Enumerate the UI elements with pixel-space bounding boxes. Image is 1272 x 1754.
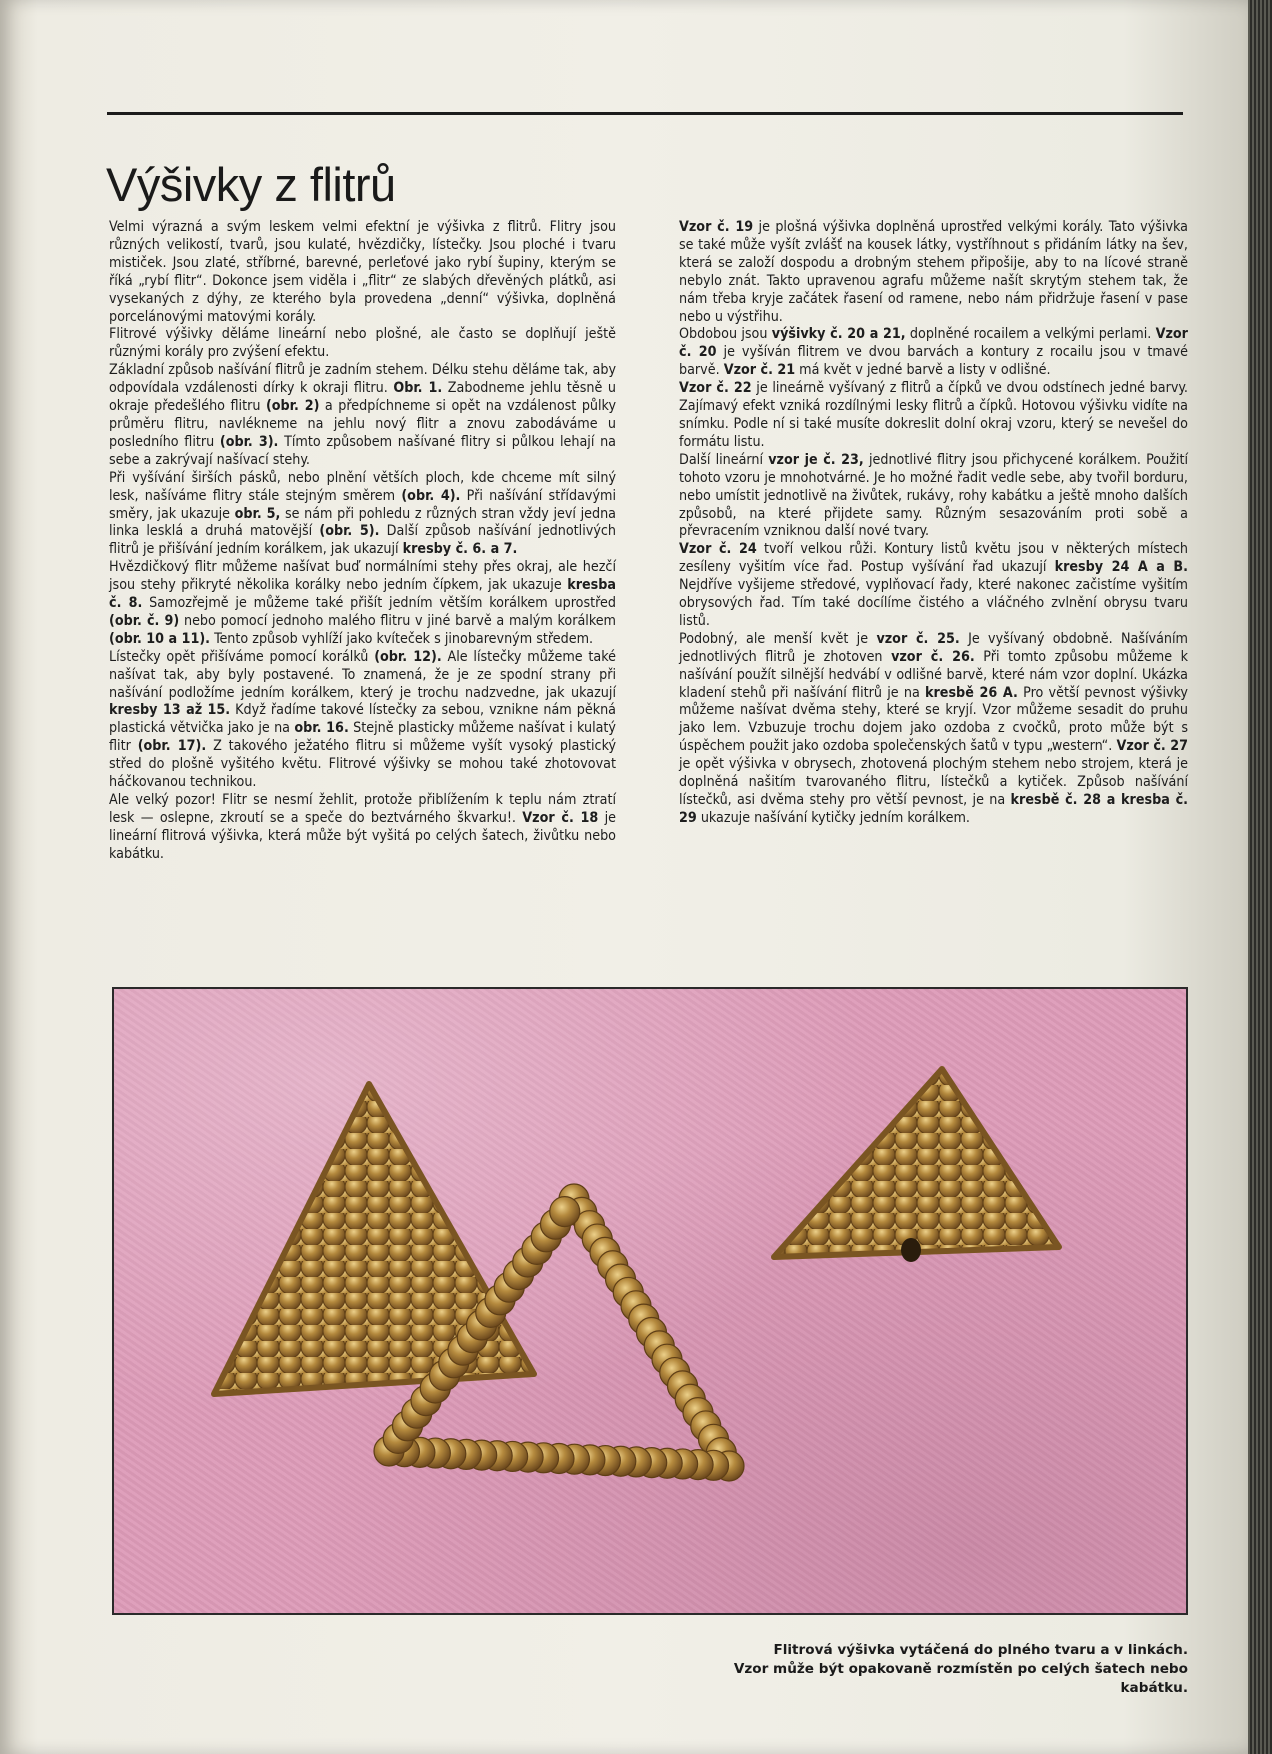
paragraph xyxy=(109,362,616,469)
title-rule xyxy=(107,112,1183,115)
text-run: Další lineární xyxy=(679,451,769,468)
text-run: Zabodneme jehlu těsně u okraje předešlého flitru xyxy=(109,380,616,415)
paragraph xyxy=(109,470,616,560)
paragraph xyxy=(109,326,616,362)
paragraph xyxy=(679,631,1188,828)
paragraph xyxy=(109,792,616,864)
sequin-embroidery-photo xyxy=(112,987,1188,1615)
figure-reference: obr. 5, xyxy=(234,505,281,522)
text-run: Velmi výrazná a svým leskem velmi efektní je výšivka z flitrů. Flitry jsou různých velikostí, tvarů, jsou kulaté, hvězdičky, lístečky. Jsou ploché i tvaru mističek. Jsou zlaté, stříbrné, barevné, perleťové jako rybí šupiny, kterým se říká „rybí flitr“. Dokonce jsem viděla i „flitr“ ze slabých dřevěných plátků, asi vysekaných z dýhy, ze kterého byla provedena „denní“ výšivka, doplněná porcelánovými matovými korály. xyxy=(109,219,616,325)
text-run: se nám při pohledu z různých stran vždy jeví jedna linka lesklá a druhá matovější xyxy=(109,505,616,540)
text-run: Základní způsob našívání flitrů je zadním stehem. Délku stehu děláme tak, aby odpovídala vzdálenosti dírky k okraji flitru. xyxy=(109,362,616,397)
text-run: Při tomto způsobu můžeme k našívání použít silnější hedvábí v odlišné barvě, které nám vzor doplní. Ukázka kladení stehů při našívání flitrů je na xyxy=(679,648,1188,701)
figure-reference: (obr. č. 9) xyxy=(109,612,180,629)
large-sequin-triangle xyxy=(214,1084,534,1394)
text-run: Stejně plasticky můžeme našívat i kulatý flitr xyxy=(109,720,616,755)
figure-reference: (obr. 17). xyxy=(137,738,207,755)
figure-reference: Vzor č. 20 xyxy=(679,326,1188,361)
figure-reference: obr. 16. xyxy=(294,720,349,737)
text-run: Pro větší pevnost výšivky můžeme našívat dvěma stehy, které se kryjí. Vzor můžeme sesadit do pruhu jako lem. Vzbuzuje trochu dojem jako ozdoba z cvočků, proto může být s úspěchem použit jako ozdoba společenských šatů v typu „western“. xyxy=(679,684,1188,755)
text-run: Tento způsob vyhlíží jako kvíteček s jinobarevným středem. xyxy=(210,630,594,647)
figure-reference: kresba č. 8. xyxy=(109,577,616,612)
text-run: Při našívání střídavými směry, jak ukazuje xyxy=(109,487,616,522)
stacked-page-edges xyxy=(1248,0,1272,1754)
paragraph xyxy=(109,649,616,792)
figure-reference: kresbě 26 A. xyxy=(925,684,1018,701)
text-run: Flitrové výšivky děláme lineární nebo plošné, ale často se doplňují ještě různými korály pro zvýšení efektu. xyxy=(109,326,616,361)
figure-reference: (obr. 2) xyxy=(265,398,320,415)
figure-reference: výšivky č. 20 a 21, xyxy=(771,326,906,343)
text-run: je vyšíván flitrem ve dvou barvách a kontury z rocailu jsou v tmavé barvě. xyxy=(679,344,1189,379)
paragraph xyxy=(679,452,1188,542)
text-run: Je vyšívaný obdobně. Našíváním jednotlivých flitrů je zhotoven xyxy=(679,630,1188,665)
caption-line: Flitrová výšivka vytáčená do plného tvaru a v linkách. xyxy=(773,1642,1188,1658)
text-run: tvoří velkou růži. Kontury listů květu jsou v některých místech zesíleny vyšitím více řad. Postup vyšívání řad ukazují xyxy=(679,541,1188,576)
figure-reference: Vzor č. 19 xyxy=(679,219,754,235)
text-run: je plošná výšivka doplněná uprostřed velkými korály. Tato výšivka se také může vyšít zvlášť na kousek látky, vystříhnout s přidáním látky na šev, která se založí dospodu a drobným stehem připošije, aby to na lícové straně nebylo znát. Takto upravenou agrafu můžeme našít skrytým stehem tak, že nám třeba kryje začátek řasení od ramene, nebo nám přidržuje řasení v pase nebo u výstřihu. xyxy=(679,219,1188,325)
figure-reference: Obr. 1. xyxy=(393,380,443,397)
figure-reference: kresby č. 6. a 7. xyxy=(402,541,518,558)
text-run: ukazuje našívání kytičky jedním korálkem. xyxy=(696,809,970,826)
figure-reference: vzor č. 25. xyxy=(876,630,960,647)
figure-reference: vzor je č. 23, xyxy=(768,451,864,468)
paragraph xyxy=(679,541,1188,631)
text-run: Nejdříve vyšijeme středové, vyplňovací řady, které nakonec začistíme vyšitím obrysových řad. Tím také docílíme čistého a vláčného zvlnění obrysu tvaru listů. xyxy=(679,577,1188,629)
figure-reference: (obr. 12). xyxy=(374,648,442,665)
page-title: Výšivky z flitrů xyxy=(106,158,396,212)
text-column-right xyxy=(679,219,1188,828)
photo-caption xyxy=(640,1641,1188,1698)
text-run: a předpíchneme si opět na vzdálenost půlky průměru flitru, navlékneme na jehlu nový flitr a znovu zabodáváme u posledního flitru xyxy=(109,398,616,450)
paragraph xyxy=(679,326,1188,380)
text-run: je opět výšivka v obrysech, zhotovená plochým stehem nebo strojem, která je doplněná našitím tvarovaného flitru, lístečků a kytiček. Způsob našívání lístečků, asi dvěma stehy pro větší pevnost, je na xyxy=(679,756,1188,808)
figure-reference: (obr. 4). xyxy=(401,487,461,504)
caption-line: kabátku. xyxy=(1120,1680,1188,1696)
text-run: Když řadíme takové lístečky za sebou, vznikne nám pěkná plastická větvička jako je na xyxy=(109,702,617,737)
figure-reference: Vzor č. 18 xyxy=(522,809,599,826)
text-run: Lístečky opět přišíváme pomocí korálků xyxy=(109,648,375,665)
text-run: jednotlivé flitry jsou přichycené korálkem. Použití tohoto vzoru je mnohotvárné. Je ho možné řadit vedle sebe, aby tvořil borduru, nebo umístit jednotlivě na živůtek, rukávy, rohy kabátku a ještě mnoho dalších způsobů, na které přijdete samy. Různým sesazováním proti sobě a převracením vzniknou další nové tvary. xyxy=(679,451,1188,540)
figure-reference: (obr. 3). xyxy=(219,433,279,450)
dark-sequin-accent xyxy=(901,1238,921,1262)
figure-reference: kresby 24 A a B. xyxy=(1054,559,1188,576)
text-run: nebo pomocí jednoho malého flitru v jiné barvě a malým korálkem xyxy=(179,612,616,629)
figure-reference: (obr. 5). xyxy=(319,523,380,540)
figure-reference: (obr. 10 a 11). xyxy=(109,630,211,647)
figure-reference: kresbě č. 28 a kresba č. 29 xyxy=(679,792,1188,826)
text-run: Samozřejmě je můžeme také přišít jedním větším korálkem uprostřed xyxy=(142,595,616,612)
text-run: Další způsob našívání jednotlivých flitrů je přišívání jedním korálkem, jak ukazují xyxy=(109,523,616,558)
text-column-left xyxy=(109,219,616,864)
text-run: doplněné rocailem a velkými perlami. xyxy=(905,326,1156,343)
text-run: Ale velký pozor! Flitr se nesmí žehlit, protože přiblížením k teplu nám ztratí lesk — oslepne, zkroutí se a speče do beztvárného škvarku!. xyxy=(109,792,616,826)
text-run: Ale lístečky můžeme také našívat tak, aby byly postavené. To znamená, že je ze spodní strany při našívání podložíme jedním korálkem, který je trochu nadzvedne, jak ukazují xyxy=(109,648,616,701)
paragraph xyxy=(109,219,616,326)
figure-reference: kresby 13 až 15. xyxy=(109,702,231,719)
caption-line: Vzor může být opakovaně rozmístěn po celých šatech nebo xyxy=(733,1661,1188,1677)
text-run: Hvězdičkový flitr můžeme našívat buď normálními stehy přes okraj, ale hezčí jsou stehy přikryté několika korálky nebo jedním čípkem, jak ukazuje xyxy=(109,559,616,594)
figure-reference: vzor č. 26. xyxy=(891,648,975,665)
text-run: Obdobou jsou xyxy=(679,326,772,343)
paragraph xyxy=(109,559,616,649)
text-run: Z takového ježatého flitru si můžeme vyšít vysoký plastický střed do plošně vyšitého květu. Flitrové výšivky se mohou také zhotovovat háčkovanou technikou. xyxy=(109,738,617,791)
figure-reference: Vzor č. 21 xyxy=(723,362,796,379)
text-run: Při vyšívání širších pásků, nebo plnění větších ploch, kde chceme mít silný lesk, našíváme flitry stále stejným směrem xyxy=(109,469,616,504)
figure-reference: Vzor č. 27 xyxy=(1116,738,1188,755)
text-run: Tímto způsobem našívané flitry si půlkou lehají na sebe a zakrývají našívací stehy. xyxy=(109,433,616,468)
small-sequin-triangle xyxy=(774,1069,1059,1257)
text-run: má květ v jedné barvě a listy v odlišné. xyxy=(795,362,1051,379)
sequin-triangles-illustration xyxy=(114,989,1186,1613)
text-run: je lineární flitrová výšivka, která může být vyšitá po celých šatech, živůtku nebo kabátku. xyxy=(109,809,616,862)
text-run: Podobný, ale menší květ je xyxy=(679,630,877,647)
paragraph xyxy=(679,380,1188,452)
text-run: je lineárně vyšívaný z flitrů a čípků ve dvou odstínech jedné barvy. Zajímavý efekt vzniká rozdílnými lesky flitrů a čípků. Hotovou výšivku vidíte na snímku. Podle ní si také musíte dokreslit dolní okraj vzoru, který se nevešel do formátu listu. xyxy=(679,380,1188,450)
figure-reference: Vzor č. 24 xyxy=(679,541,757,558)
figure-reference: Vzor č. 22 xyxy=(679,380,752,397)
paragraph xyxy=(679,219,1188,326)
